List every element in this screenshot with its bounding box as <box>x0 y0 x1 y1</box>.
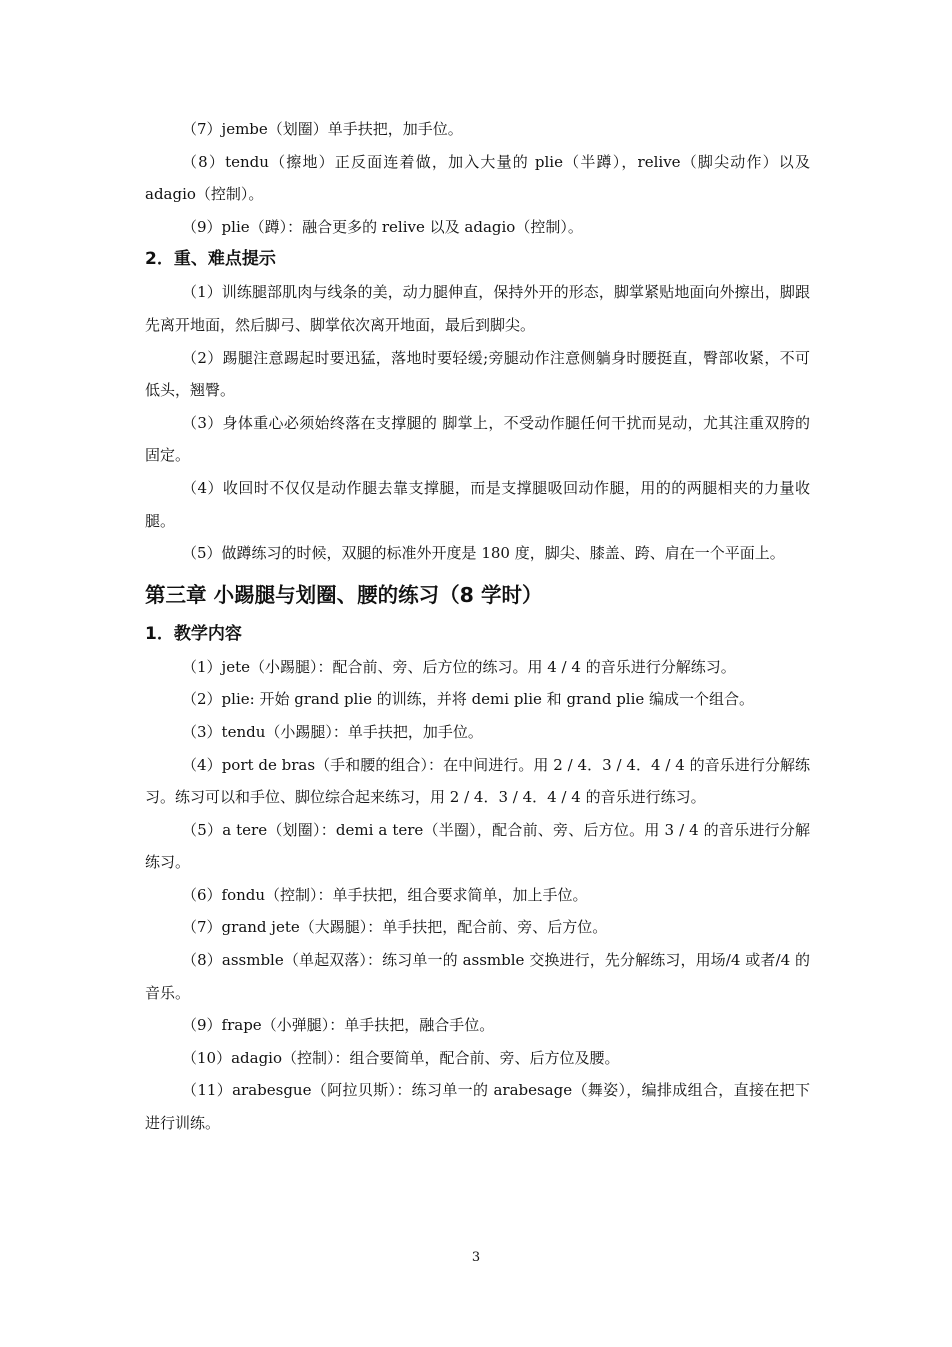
paragraph: （5）做蹲练习的时候，双腿的标准外开度是 180 度，脚尖、膝盖、跨、肩在一个平面上。 <box>182 544 785 563</box>
section-heading: 2．重、难点提示 <box>145 249 276 270</box>
paragraph: （8）tendu（擦地）正反面连着做，加入大量的 plie（半蹲），relive（脚尖动作）以及 adagio（控制）。 <box>145 152 810 204</box>
paragraph: （7）jembe（划圈）单手扶把，加手位。 <box>182 120 463 138</box>
paragraph: （11）arabesgue（阿拉贝斯）：练习单一的 arabesage（舞姿），编排成组合，直接在把下进行训练。 <box>145 1081 810 1133</box>
paragraph: （1）jete（小踢腿）：配合前、旁、后方位的练习。用 4 / 4 的音乐进行分解练习。 <box>182 657 736 676</box>
paragraph: （3）tendu（小踢腿）：单手扶把，加手位。 <box>182 722 483 741</box>
paragraph: （8）assmble（单起双落）：练习单一的 assmble 交换进行，先分解练习，用场/4 或者/4 的音乐。 <box>145 951 810 1002</box>
page-number: 3 <box>471 1250 481 1265</box>
paragraph: （6）fondu（控制）：单手扶把，组合要求简单，加上手位。 <box>182 885 588 904</box>
paragraph: （2）plie: 开始 grand plie 的训练，并将 demi plie 和 grand plie 编成一个组合。 <box>182 690 755 709</box>
chapter-heading: 第三章 小踢腿与划圈、腰的练习（8 学时） <box>145 582 543 607</box>
paragraph: （4）port de bras（手和腰的组合）：在中间进行。用 2 / 4．3 / 4．4 / 4 的音乐进行分解练习。练习可以和手位、脚位综合起来练习，用 2 / 4．3 / 4．4 / 4 的音乐进行练习。 <box>145 755 810 807</box>
paragraph: （7）grand jete（大踢腿）：单手扶把，配合前、旁、后方位。 <box>182 918 608 937</box>
paragraph: （9）plie（蹲）：融合更多的 relive 以及 adagio（控制）。 <box>182 217 583 236</box>
paragraph: （10）adagio（控制）：组合要简单，配合前、旁、后方位及腰。 <box>182 1048 620 1067</box>
paragraph: （2）踢腿注意踢起时要迅猛，落地时要轻缓;旁腿动作注意侧躺身时腰挺直，臀部收紧，不可低头，翘臀。 <box>145 348 810 400</box>
section-heading: 1．教学内容 <box>145 623 242 644</box>
paragraph: （5）a tere（划圈）：demi a tere（半圈），配合前、旁、后方位。用 3 / 4 的音乐进行分解练习。 <box>145 820 810 872</box>
paragraph: （3）身体重心必须始终落在支撑腿的 脚掌上，不受动作腿任何干扰而晃动，尤其注重双胯的固定。 <box>145 413 810 465</box>
paragraph: （4）收回时不仅仅是动作腿去靠支撑腿，而是支撑腿吸回动作腿，用的的两腿相夹的力量收腿。 <box>145 478 810 530</box>
paragraph: （9）frape（小弹腿）：单手扶把，融合手位。 <box>182 1016 495 1035</box>
paragraph: （1）训练腿部肌肉与线条的美，动力腿伸直，保持外开的形态，脚掌紧贴地面向外擦出，脚跟先离开地面，然后脚弓、脚掌依次离开地面，最后到脚尖。 <box>145 283 810 334</box>
page-content <box>145 113 810 1140</box>
